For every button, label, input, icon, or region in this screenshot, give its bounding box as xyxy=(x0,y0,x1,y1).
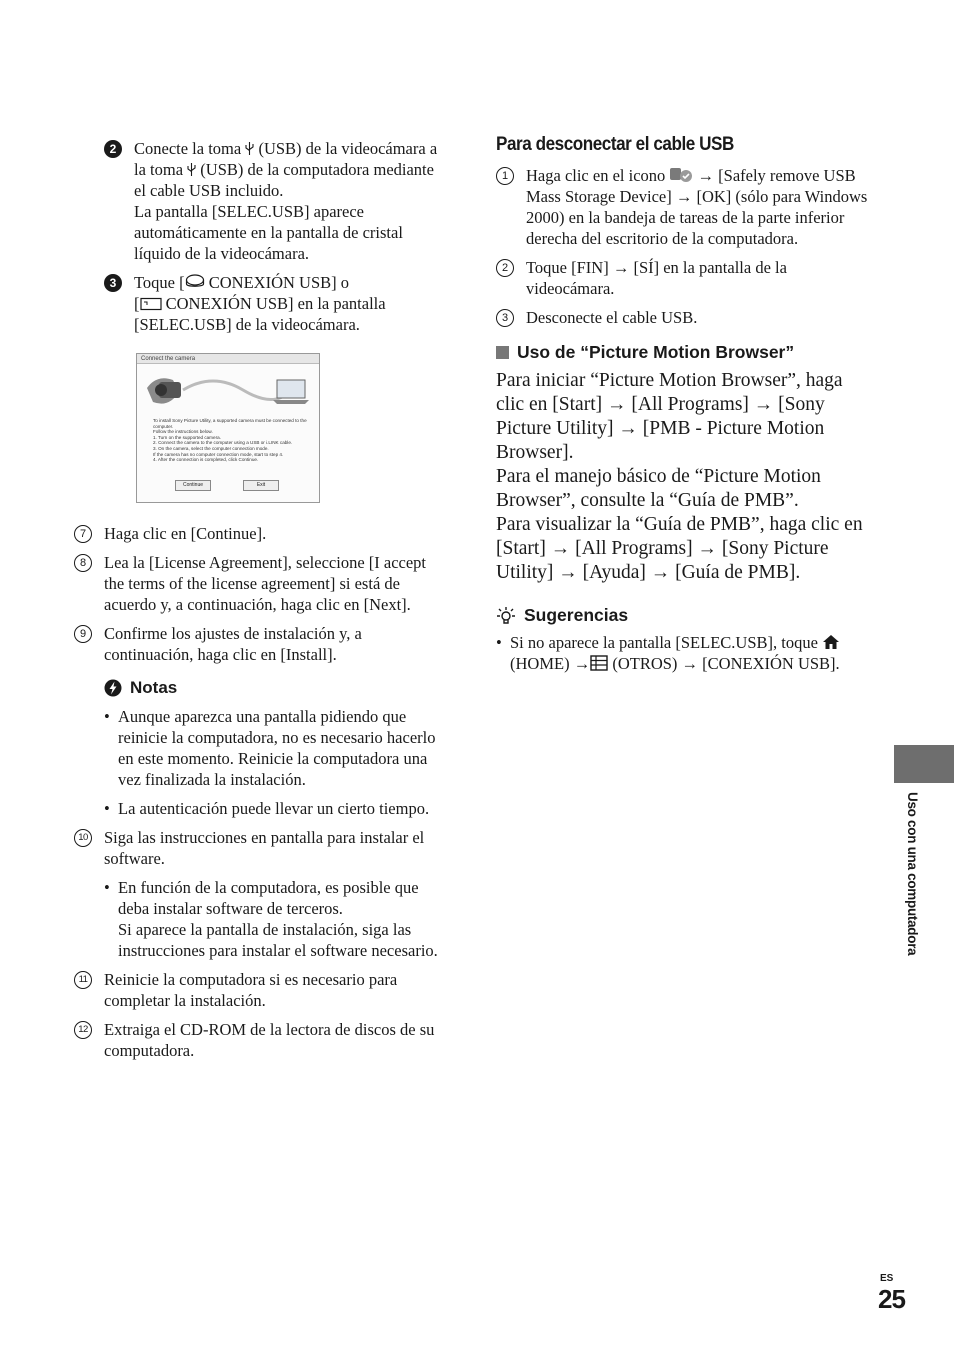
hdd-disc-icon xyxy=(185,274,205,290)
step-8: 8 Lea la [License Agreement], seleccione [I accept the terms of the license agreement] si está de acuerdo y, a continuación, haga clic en [Next]. xyxy=(74,552,449,615)
step-number: 1 xyxy=(496,167,514,185)
right-column xyxy=(496,134,868,682)
step-number: 7 xyxy=(74,525,92,543)
step-12: 12 Extraiga el CD-ROM de la lectora de discos de su computadora. xyxy=(74,1019,449,1061)
step-number: 11 xyxy=(74,971,92,989)
page-number: 25 xyxy=(878,1284,905,1314)
step-number: 12 xyxy=(74,1021,92,1039)
arrow-icon: → xyxy=(550,538,571,559)
step-number: 10 xyxy=(74,829,92,847)
arrow-icon: → xyxy=(618,418,638,439)
step-number: 2 xyxy=(104,140,122,158)
note-item: • Aunque aparezca una pantalla pidiendo que reinicie la computadora, no es necesario hacerlo en este momento. Reinicie la computadora una vez finalizada la instalación. xyxy=(104,706,449,790)
arrow-icon: → xyxy=(607,394,627,415)
home-icon xyxy=(822,634,840,650)
language-code: ES xyxy=(880,1273,894,1284)
instructions-text: To install Sony Picture Utility, a supported camera must be connected to the computer. Follow the instructions below. 1. Turn on the supported camera. 2. Connect the camera to the computer using a USB or i.LINK cable. 3. On the camera, select the computer connection mode. If the camera has no computer connection mode, start to step 4. 4. After the connection is completed, click Continue. xyxy=(153,418,307,463)
section-title: Para desconectar el cable USB xyxy=(496,134,734,155)
step-number: 3 xyxy=(104,274,122,292)
continue-button[interactable]: Continue xyxy=(175,480,211,491)
pmb-heading: Uso de “Picture Motion Browser” xyxy=(496,342,868,363)
window-title: Connect the camera xyxy=(137,354,319,364)
arrow-icon: → xyxy=(675,187,693,206)
disconnect-step-2: 2 Toque [FIN] → [SÍ] en la pantalla de la videocámara. xyxy=(496,257,868,299)
connect-camera-screenshot xyxy=(136,353,320,503)
arrow-icon: → xyxy=(612,258,630,277)
step-10: 10 Siga las instrucciones en pantalla para instalar el software. xyxy=(74,827,449,869)
chapter-label: Uso con una computadora xyxy=(905,792,920,956)
step-3: 3 Toque [ CONEXIÓN USB] o [ CONEXIÓN USB] en la pantalla [SELEC.USB] de la videocámara. xyxy=(104,272,449,335)
disconnect-step-3: 3 Desconecte el cable USB. xyxy=(496,307,868,328)
exit-button[interactable]: Exit xyxy=(243,480,279,491)
others-menu-icon xyxy=(590,655,608,671)
square-bullet-icon xyxy=(496,346,509,359)
tips-heading: Sugerencias xyxy=(496,605,868,626)
arrow-icon: → xyxy=(681,654,699,673)
chapter-tab xyxy=(894,745,954,783)
tip-item: • Si no aparece la pantalla [SELEC.USB], toque (HOME) → (OTROS) → [CONEXIÓN USB]. xyxy=(496,632,868,674)
lightbulb-tip-icon xyxy=(496,606,516,626)
step-10-bullet: • En función de la computadora, es posible que deba instalar software de terceros. Si aparece la pantalla de instalación, siga las instrucciones para instalar el software necesario. xyxy=(104,877,449,961)
step-11: 11 Reinicie la computadora si es necesario para completar la instalación. xyxy=(74,969,449,1011)
pmb-paragraph: Para iniciar “Picture Motion Browser”, haga clic en [Start] → [All Programs] → [Sony Picture Utility] → [PMB - Picture Motion Browser]. Para el manejo básico de “Picture Motion Browser”, consulte la “Guía de PMB”. Para visualizar la “Guía de PMB”, haga clic en [Start] → [All Programs] → [Sony Picture Utility] → [Ayuda] → [Guía de PMB]. xyxy=(496,370,863,583)
disconnect-step-1: 1 Haga clic en el icono → [Safely remove USB Mass Storage Device] → [OK] (sólo para Windows 2000) en la bandeja de tareas de la parte inferior derecha del escritorio de la computadora. xyxy=(496,165,868,249)
usb-icon xyxy=(187,162,196,177)
safely-remove-hardware-icon xyxy=(669,165,693,183)
step-number: 8 xyxy=(74,554,92,572)
step-number: 3 xyxy=(496,309,514,327)
step-number: 2 xyxy=(496,259,514,277)
left-column xyxy=(78,138,449,1069)
step-2: 2 Conecte la toma (USB) de la videocámara a la toma (USB) de la computadora mediante el cable USB incluido. La pantalla [SELEC.USB] aparece automáticamente en la pantalla de cristal líquido de la videocámara. xyxy=(104,138,449,264)
arrow-icon: → xyxy=(697,538,717,559)
camera-to-laptop-illustration xyxy=(145,370,311,414)
arrow-icon: → xyxy=(693,166,719,185)
arrow-icon: → xyxy=(753,394,774,415)
step-9: 9 Confirme los ajustes de instalación y, a continuación, haga clic en [Install]. xyxy=(74,623,449,665)
note-item: • La autenticación puede llevar un cierto tiempo. xyxy=(104,798,449,819)
arrow-icon: → xyxy=(573,654,591,673)
step-7: 7 Haga clic en [Continue]. xyxy=(74,523,449,544)
lightning-note-icon xyxy=(104,679,122,697)
step-number: 9 xyxy=(74,625,92,643)
arrow-icon: → xyxy=(558,562,578,583)
arrow-icon: → xyxy=(650,562,671,583)
notes-heading: Notas xyxy=(104,677,449,698)
memory-card-icon xyxy=(140,297,162,311)
usb-icon xyxy=(245,141,254,156)
